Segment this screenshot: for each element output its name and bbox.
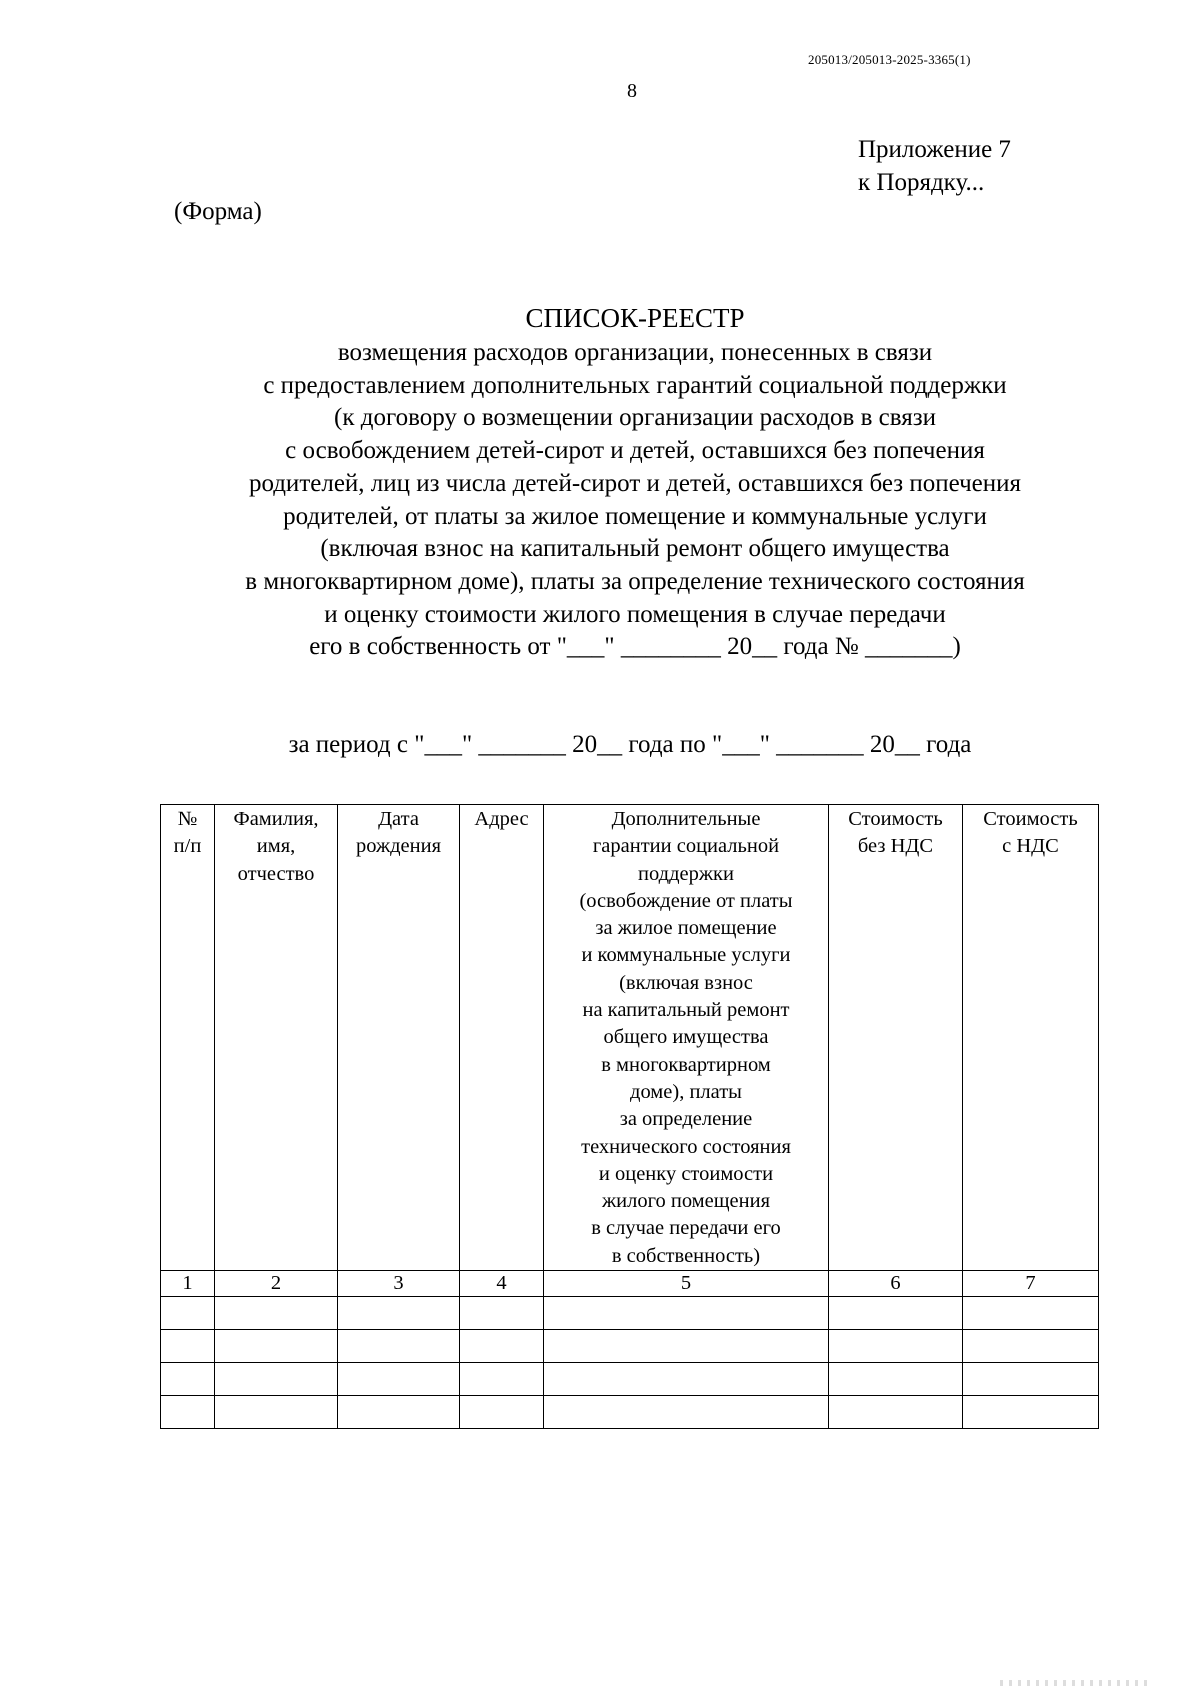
- header-line: гарантии социальной: [592, 835, 780, 858]
- header-line: имя,: [256, 835, 296, 858]
- table-cell: [161, 1363, 215, 1396]
- table-cell: [963, 1297, 1099, 1330]
- table-cell: [338, 1297, 460, 1330]
- document-id: 205013/205013-2025-3365(1): [808, 52, 971, 67]
- table-cell: [963, 1330, 1099, 1363]
- header-line: Фамилия,: [233, 808, 319, 830]
- header-line: за определение: [619, 1108, 753, 1131]
- column-number: 6: [829, 1271, 963, 1297]
- header-line: п/п: [173, 835, 202, 858]
- table-cell: [215, 1297, 338, 1330]
- title-line: родителей, лиц из числа детей-сирот и детей, оставшихся без попечения: [248, 469, 1022, 497]
- column-number: 7: [963, 1271, 1099, 1297]
- header-line: Адрес: [474, 808, 529, 830]
- header-line: Дата: [378, 808, 419, 830]
- column-number: 4: [460, 1271, 544, 1297]
- registry-table: [160, 804, 1099, 1429]
- title-line: (к договору о возмещении организации расходов в связи: [334, 404, 936, 432]
- table-cell: [460, 1330, 544, 1363]
- column-number-row: [161, 1271, 1099, 1297]
- column-number: 2: [215, 1271, 338, 1297]
- table-cell: [829, 1297, 963, 1330]
- header-line: и оценку стоимости: [598, 1162, 774, 1185]
- header-line: Стоимость: [848, 808, 943, 830]
- table-cell: [963, 1363, 1099, 1396]
- appendix-note: [858, 133, 1011, 199]
- table-cell: [161, 1297, 215, 1330]
- table-row: [161, 1363, 1099, 1396]
- table-cell: [161, 1396, 215, 1429]
- header-line: Дополнительные: [611, 808, 761, 830]
- header-line: без НДС: [857, 835, 934, 858]
- title-line: с предоставлением дополнительных гарантий социальной поддержки: [263, 371, 1007, 399]
- document-title-block: [100, 302, 1170, 664]
- header-line: в многоквартирном: [601, 1053, 771, 1076]
- scan-artifact: [1000, 1680, 1150, 1686]
- header-line: (освобождение от платы: [579, 889, 793, 912]
- header-address: [460, 805, 544, 1271]
- table-cell: [338, 1363, 460, 1396]
- header-line: технического состояния: [581, 1135, 791, 1158]
- header-full-name: [215, 805, 338, 1271]
- table-cell: [829, 1363, 963, 1396]
- table-cell: [460, 1297, 544, 1330]
- table-cell: [161, 1330, 215, 1363]
- header-line: за жилое помещение: [595, 917, 777, 940]
- title-line: и оценку стоимости жилого помещения в случае передачи: [324, 600, 946, 628]
- table-row: [161, 1396, 1099, 1429]
- column-number: 1: [161, 1271, 215, 1297]
- table-cell: [963, 1396, 1099, 1429]
- header-additional-guarantees: [544, 805, 829, 1271]
- table-cell: [215, 1396, 338, 1429]
- header-line: Стоимость: [983, 808, 1078, 830]
- title-line: (включая взнос на капитальный ремонт общего имущества: [320, 535, 950, 563]
- header-line: в случае передачи его: [591, 1217, 781, 1240]
- header-line: (включая взнос: [619, 971, 753, 994]
- table-cell: [215, 1330, 338, 1363]
- table-row: [161, 1330, 1099, 1363]
- table-header-row: [161, 805, 1099, 1271]
- title-line: с освобождением детей-сирот и детей, оставшихся без попечения: [285, 437, 985, 465]
- header-line: рождения: [355, 835, 442, 858]
- table-row: [161, 1297, 1099, 1330]
- table-cell: [544, 1363, 829, 1396]
- header-birth-date: [338, 805, 460, 1271]
- title-line: в многоквартирном доме), платы за определение технического состояния: [245, 567, 1025, 595]
- header-line: поддержки: [638, 862, 734, 885]
- header-line: доме), платы: [630, 1080, 742, 1103]
- header-line: в собственность): [611, 1244, 761, 1267]
- header-line: отчество: [237, 862, 315, 885]
- table-cell: [338, 1396, 460, 1429]
- table-cell: [829, 1330, 963, 1363]
- header-line: жилого помещения: [601, 1190, 771, 1213]
- header-line: с НДС: [1002, 835, 1059, 858]
- header-line: и коммунальные услуги: [581, 944, 791, 967]
- header-row-number: [161, 805, 215, 1271]
- table-cell: [829, 1396, 963, 1429]
- title-line: родителей, от платы за жилое помещение и коммунальные услуги: [283, 502, 987, 530]
- reporting-period: за период с "___" _______ 20__ года по "___" _______ 20__ года: [288, 731, 972, 758]
- appendix-line: к Порядку...: [858, 169, 985, 196]
- header-line: общего имущества: [603, 1026, 769, 1049]
- table-cell: [544, 1297, 829, 1330]
- column-number: 5: [544, 1271, 829, 1297]
- table-cell: [460, 1396, 544, 1429]
- header-line: на капитальный ремонт: [582, 999, 790, 1022]
- column-number: 3: [338, 1271, 460, 1297]
- table-cell: [544, 1330, 829, 1363]
- table-cell: [544, 1396, 829, 1429]
- form-label: (Форма): [174, 198, 262, 225]
- table-cell: [215, 1363, 338, 1396]
- table-cell: [338, 1330, 460, 1363]
- header-cost-with-vat: [963, 805, 1099, 1271]
- header-line: №: [177, 808, 198, 830]
- title-line: его в собственность от "___" ________ 20__ года № _______): [309, 633, 961, 661]
- header-cost-without-vat: [829, 805, 963, 1271]
- table-cell: [460, 1363, 544, 1396]
- appendix-line: Приложение 7: [858, 136, 1011, 163]
- page-number: 8: [627, 80, 637, 102]
- document-title: СПИСОК-РЕЕСТР: [525, 303, 745, 333]
- title-line: возмещения расходов организации, понесенных в связи: [337, 339, 933, 366]
